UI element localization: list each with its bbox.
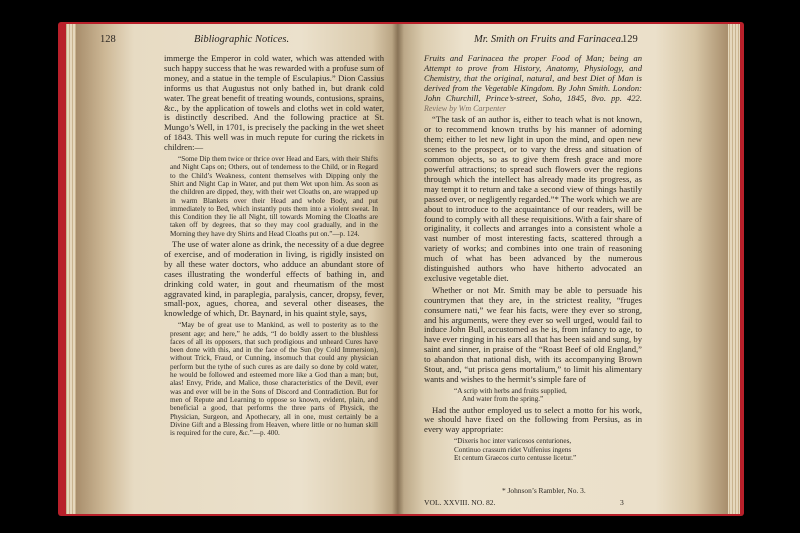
volume-signature: VOL. XXVIII. NO. 82. (424, 498, 496, 507)
right-running-title: Mr. Smith on Fruits and Farinacea. (474, 34, 624, 45)
left-running-title: Bibliographic Notices. (194, 34, 290, 45)
right-page-text (424, 54, 642, 464)
latin-quote (424, 437, 642, 462)
latin-line: “Dixeris hoc inter varicosos centuriones, (454, 437, 572, 446)
handwritten-note: Review by Wm Carpenter (424, 103, 506, 113)
right-paragraph: “The task of an author is, either to teach what is not known, or to recommend known truths by his manner of adorning them; either to let new light in upon the mind, and open new scenes to the prospect, or to vary the dress and situation of common objects, so as to give them fresh grace and more powerful attractions; to spread such flowers over the regions through which the intellect has already made its progress, as may tempt it to return and take a second view of things hastily passed over, or negligently regarded.”* The work which we are about to introduce to the acquaintance of our readers, will be found to comply with all these requisitions. With a fair share of originality, it collects and arranges into a consistent whole a vast number of most interesting facts, scattered through a variety of works; and combines into one train of reasoning much of what has been advanced by the numerous distinguished authors who have hitherto advocated an exclusive vegetable diet. (424, 114, 642, 283)
verse-quote (424, 387, 642, 404)
left-quote: “Some Dip them twice or thrice over Head and Ears, with their Shifts and Night Caps on; Others, out of tenderness to the Child, or in Regard to the Child’s Weakness, content themselves with Dipping only the Shirt and Night Cap in Water, and put them Wet upon him. As soon as the children are dipped, they, with their wet Cloaths on, are wrapped up in warm Blankets over their Head and whole Body, and put immediately to Bed, which instantly puts them into a violent sweat. In this Condition they lie all Night, till towards Morning the Cloaths are taken off by degrees, that so they may cool gradually, and in the Morning they have dry Shirts and Head Cloaths put on.”—p. 124. (170, 155, 378, 238)
right-page-number: 129 (622, 34, 638, 45)
footnote: * Johnson’s Rambler, No. 3. (502, 486, 586, 495)
left-page (76, 24, 398, 514)
left-page-number: 128 (100, 34, 116, 45)
verse-line: And water from the spring.” (462, 395, 544, 404)
right-paragraph: Whether or not Mr. Smith may be able to persuade his countrymen that they are, in the strictest reality, “fruges consumere nati,” we fear his facts, were they ever so strong, and his arguments, were they ever so well urged, would fail to induce John Bull, accustomed as he is, from infancy to age, to have ever ringing in his ears all that has been said and sung, by saint and sinner, in praise of the “Roast Beef of old England,” to abandon that national dish, with its accompanying Brown Stout, and, “ut prisca gens mortalium,” to limit his alimentary wants and wishes to the hermit’s simple fare of (424, 284, 642, 384)
right-page (398, 24, 728, 514)
review-heading (424, 54, 642, 113)
right-paragraph: Had the author employed us to select a motto for his work, we should have fixed on the following from Persius, as in every way appropriate: (424, 404, 642, 435)
right-page-edges (726, 24, 740, 514)
book-gutter (392, 24, 404, 514)
signature-mark: 3 (620, 498, 624, 507)
left-paragraph: immerge the Emperor in cold water, which was attended with such happy success that he was rewarded with a profuse sum of money, and a statue in the temple of Esculapius.” Dion Cassius informs us that Augustus not only bathed in, but drank cold water. The great benefit of treating wounds, contusions, sprains, &c., by the application of towels and cloths wet in cold water, is distinctly described. And the following practice at St. Mungo’s Well, in 1701, is precisely the packing in the wet sheet of 1843. This well was in much repute for curing the rickets in children:— (164, 53, 384, 153)
left-quote: “May be of great use to Mankind, as well to posterity as to the present age; and here,” he adds, “I do boldly assert to the blushless faces of all its opposers, that such prodigious and unheard Cures have been done with this, and in the face of the Sun (by Cold Immersion), without Trick, Fraud, or Cunning, insomuch that could any physician perform but the tythe of such cures as are daily so done by cold water, he would be followed and esteemed more like a God than a man; but, alas! Envy, Pride, and Malice, those characteristics of the Devil, ever was and ever will be in the Sons of Discord and Contradiction. But for men of Repute and Learning to oppose so known, evident, plain, and beneficial a good, that performs the three parts of Physick, the Physician, Surgeon, and Apothecary, all in one, must certainly be a Divine Gift and a Blessing from Heaven, where little or no human skill is required for the cure, &c.”—p. 400. (170, 321, 378, 438)
review-heading-text: Fruits and Farinacea the proper Food of Man; being an Attempt to prove from History, Anatomy, Physiology, and Chemistry, that the original, natural, and best Diet of Man is derived from the Vegetable Kingdom. By John Smith. London: John Churchill, Prince’s-street, Soho, 1845, 8vo. pp. 422. (424, 53, 642, 103)
left-paragraph: The use of water alone as drink, the necessity of a due degree of exercise, and of moderation in living, is rigidly insisted on by all these water doctors, who adduce an abundant store of cases illustrating the wonderful effects of bathing in, and drinking cold water, in gout and rheumatism of the most aggravated kind, in paraplegia, paralysis, cancer, dropsy, fever, small-pox, agues, chorea, and several other diseases, the knowledge of which, Dr. Baynard, in his quaint style, says, (164, 239, 384, 319)
latin-line: Continuo crassum ridet Vulfenius ingens (454, 445, 572, 454)
left-page-text (164, 54, 384, 439)
latin-line: Et centum Graecos curto centusse licetur.” (454, 453, 577, 462)
verse-line: “A scrip with herbs and fruits supplied, (454, 386, 567, 395)
